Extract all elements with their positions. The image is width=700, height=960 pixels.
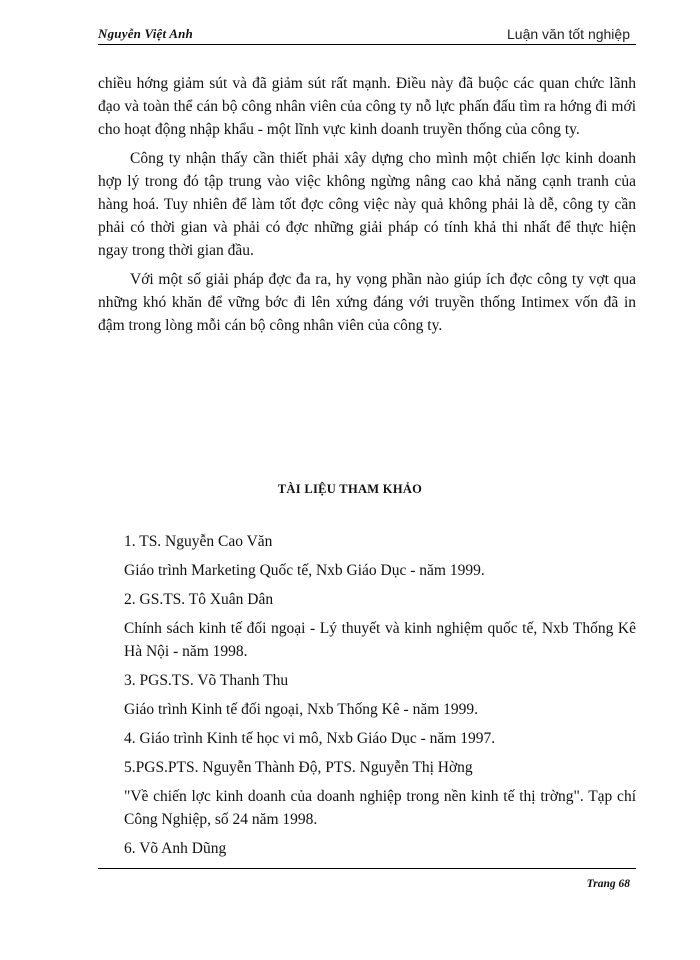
- reference-5-detail: "Về chiến lợc kinh doanh của doanh nghiệp trong nền kinh tế thị trờng". Tạp chí Công Nghiệp, số 24 năm 1998.: [124, 788, 636, 828]
- header-author: Nguyễn Việt Anh: [98, 26, 193, 41]
- reference-4-label: 4. Giáo trình Kinh tế học vi mô, Nxb Giáo Dục - năm 1997.: [124, 730, 496, 747]
- header-rule: [98, 44, 636, 45]
- paragraph-3: Với một số giải pháp đợc đa ra, hy vọng phần nào giúp ích đợc công ty vợt qua những khó khăn để vững bớc đi lên xứng đáng với truyền thống Intimex vốn đã in đậm trong lòng mỗi cán bộ công nhân viên của công ty.: [98, 271, 636, 334]
- reference-2-detail: Chính sách kinh tế đối ngoại - Lý thuyết và kinh nghiệm quốc tế, Nxb Thống Kê Hà Nội - năm 1998.: [124, 620, 636, 660]
- body-text: [98, 72, 636, 343]
- page-number: Trang 68: [586, 878, 630, 890]
- reference-1-label: 1. TS. Nguyễn Cao Văn: [124, 533, 273, 550]
- reference-2-label: 2. GS.TS. Tô Xuân Dân: [124, 591, 274, 608]
- reference-6-label: 6. Võ Anh Dũng: [124, 840, 227, 857]
- reference-5-label: 5.PGS.PTS. Nguyễn Thành Độ, PTS. Nguyễn Thị Hờng: [124, 759, 473, 776]
- page-header: [98, 24, 636, 48]
- references-list: [124, 530, 636, 866]
- paragraph-2: Công ty nhận thấy cần thiết phải xây dựng cho mình một chiến lợc kinh doanh hợp lý trong đó tập trung vào việc không ngừng nâng cao khả năng cạnh tranh của hàng hoá. Tuy nhiên để làm tốt đợc công việc này quả không phải là dễ, công ty cần phải có thời gian và phải có đợc những giải pháp có tính khả thi nhất để thực hiện ngay trong thời gian đầu.: [98, 150, 636, 259]
- page-footer: [98, 868, 636, 908]
- reference-1-detail: Giáo trình Marketing Quốc tế, Nxb Giáo Dục - năm 1999.: [124, 562, 485, 579]
- footer-rule: [98, 868, 636, 869]
- references-title: TÀI LIỆU THAM KHẢO: [277, 482, 423, 496]
- header-title: Luận văn tốt nghiệp: [507, 26, 630, 42]
- paragraph-1: chiều hớng giảm sút và đã giảm sút rất mạnh. Điều này đã buộc các quan chức lãnh đạo và toàn thể cán bộ công nhân viên của công ty nỗ lực phấn đấu tìm ra hớng đi mới cho hoạt động nhập khẩu - một lĩnh vực kinh doanh truyền thống của công ty.: [98, 75, 636, 138]
- reference-3-detail: Giáo trình Kinh tế đối ngoại, Nxb Thống Kê - năm 1999.: [124, 701, 479, 718]
- reference-3-label: 3. PGS.TS. Võ Thanh Thu: [124, 672, 289, 689]
